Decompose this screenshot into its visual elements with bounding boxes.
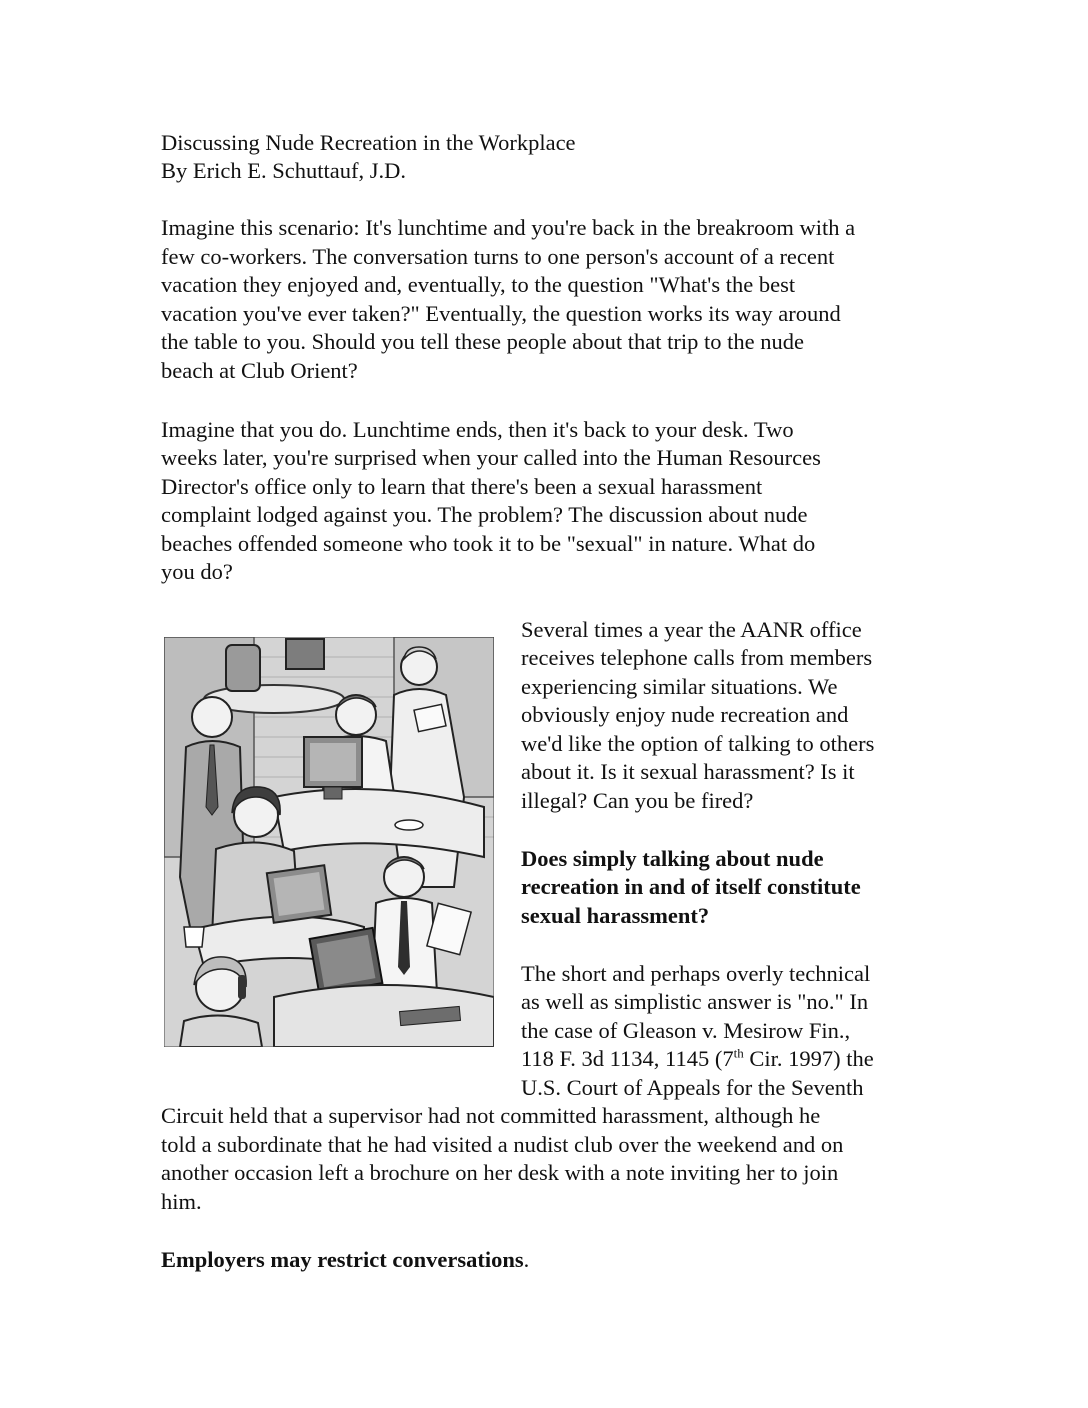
paragraph-4-line: Circuit held that a supervisor had not committed harassment, although he xyxy=(161,1103,821,1128)
paragraph-4-line: him. xyxy=(161,1189,202,1214)
paragraph-2-line: beaches offended someone who took it to be "sexual" in nature. What do xyxy=(161,531,816,556)
paragraph-3-line: illegal? Can you be fired? xyxy=(521,788,754,813)
paragraph-1-line: the table to you. Should you tell these people about that trip to the nude xyxy=(161,329,804,354)
paragraph-2-line: weeks later, you're surprised when your called into the Human Resources xyxy=(161,445,821,470)
section-heading-text: Employers may restrict conversations xyxy=(161,1247,524,1272)
section-heading-period: . xyxy=(523,1247,530,1272)
paragraph-4-line: as well as simplistic answer is "no." In xyxy=(521,989,869,1014)
paragraph-1-line: few co-workers. The conversation turns to one person's account of a recent xyxy=(161,244,835,269)
paragraph-1-line: vacation you've ever taken?" Eventually, the question works its way around xyxy=(161,301,841,326)
paragraph-3-line: obviously enjoy nude recreation and xyxy=(521,702,849,727)
paragraph-3-line: experiencing similar situations. We xyxy=(521,674,838,699)
paragraph-3-line: Several times a year the AANR office xyxy=(521,617,862,642)
paragraph-2-line: Director's office only to learn that there's been a sexual harassment xyxy=(161,474,763,499)
case-citation-line xyxy=(521,1045,874,1074)
section-heading: sexual harassment? xyxy=(521,903,710,928)
paragraph-3-line: receives telephone calls from members xyxy=(521,645,873,670)
paragraph-1-line: vacation they enjoyed and, eventually, to the question "What's the best xyxy=(161,272,796,297)
paragraph-4-line: U.S. Court of Appeals for the Seventh xyxy=(521,1075,864,1100)
citation-text: 118 F. 3d 1134, 1145 (7 xyxy=(521,1046,734,1071)
paragraph-2-line: you do? xyxy=(161,559,233,584)
paragraph-4-line: another occasion left a brochure on her desk with a note inviting her to join xyxy=(161,1160,839,1185)
section-heading: recreation in and of itself constitute xyxy=(521,874,861,899)
citation-superscript: th xyxy=(733,1045,744,1061)
document-byline: By Erich E. Schuttauf, J.D. xyxy=(161,158,406,183)
paragraph-3-line: we'd like the option of talking to others xyxy=(521,731,875,756)
paragraph-1-line: beach at Club Orient? xyxy=(161,358,358,383)
paragraph-3-line: about it. Is it sexual harassment? Is it xyxy=(521,759,855,784)
paragraph-4-line: The short and perhaps overly technical xyxy=(521,961,871,986)
document-title: Discussing Nude Recreation in the Workplace xyxy=(161,130,576,155)
paragraph-1-line: Imagine this scenario: It's lunchtime and you're back in the breakroom with a xyxy=(161,215,856,240)
section-heading: Does simply talking about nude xyxy=(521,846,824,871)
paragraph-4-line: told a subordinate that he had visited a nudist club over the weekend and on xyxy=(161,1132,844,1157)
paragraph-2-line: Imagine that you do. Lunchtime ends, then it's back to your desk. Two xyxy=(161,417,794,442)
citation-text: Cir. 1997) the xyxy=(743,1046,874,1071)
section-heading-2 xyxy=(161,1246,529,1275)
office-illustration xyxy=(164,637,494,1047)
paragraph-2-line: complaint lodged against you. The problem? The discussion about nude xyxy=(161,502,808,527)
paragraph-4-line: the case of Gleason v. Mesirow Fin., xyxy=(521,1018,851,1043)
